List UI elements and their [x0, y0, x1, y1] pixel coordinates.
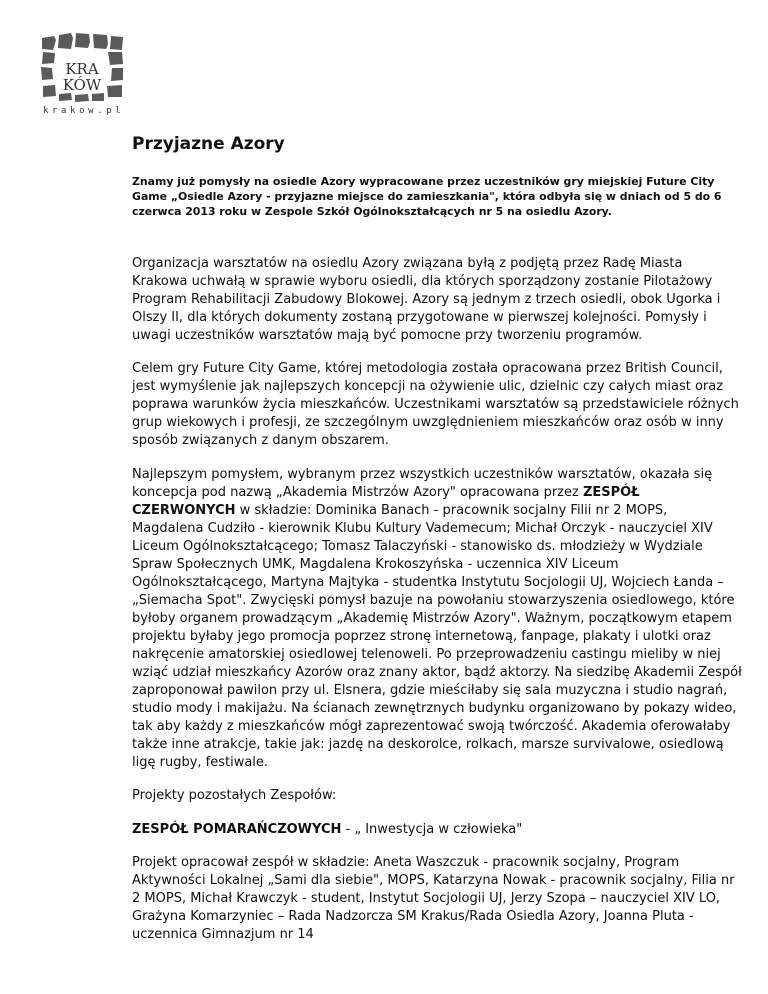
logo-text-line1: KRA — [65, 60, 99, 78]
paragraph-3 — [132, 466, 742, 772]
article-lead: Znamy już pomysły na osiedle Azory wypracowane przez uczestników gry miejskiej Future City Game „Osiedle Azory - przyjazne miejsce do zamieszkania", która odbyła się w dniach od 5 do 6 czerwca 2013 roku w Zespole Szkół Ogólnokształcących nr 5 na osiedlu Azory. — [132, 175, 722, 219]
article-body — [132, 255, 742, 945]
article — [132, 132, 742, 960]
team-orange-project: - „ Inwestycja w człowieka" — [341, 821, 523, 837]
team-red-name: ZESPÓŁ CZERWONYCH — [132, 484, 640, 518]
paragraph-1: Organizacja warsztatów na osiedlu Azory związana byłą z podjętą przez Radę Miasta Krakowa uchwałą w sprawie wyboru osiedli, dla których sporządzony zostanie Pilotażowy Program Rehabilitacji Zabudowy Blokowej. Azory są jednym z trzech osiedli, obok Ugorka i Olszy II, dla których dokumenty zostaną przygotowane w pierwszej kolejności. Pomysły i uwagi uczestników warsztatów mają być pomocne przy tworzeniu programów. — [132, 255, 721, 343]
paragraph-4: Projekty pozostałych Zespołów: — [132, 788, 337, 804]
paragraph-3-intro: Najlepszym pomysłem, wybranym przez wszystkich uczestników warsztatów, okazała się koncepcja pod nazwą „Akademia Mistrzów Azory" opracowana przez — [132, 466, 713, 500]
paragraph-3-rest: w składzie: Dominika Banach - pracownik socjalny Filii nr 2 MOPS, Magdalena Cudziło - kierownik Klubu Kultury Vademecum; Michał Orczyk - nauczyciel XIV Liceum Ogólnokształcącego; Tomasz Talaczyński - stanowisko ds. młodzieży w Wydziale Spraw Społecznych UMK, Magdalena Krokoszyńska - uczennica XIV Liceum Ogólnokształcącego, Martyna Majtyka - studentka Instytutu Socjologii UJ, Wojciech Łanda – „Siemacha Spot". Zwycięski pomysł bazuje na powołaniu stowarzyszenia osiedlowego, które byłoby organem prowadzącym „Akademię Mistrzów Azory". Ważnym, początkowym etapem projektu byłaby jego promocja poprzez stronę internetową, fanpage, plakaty i ulotki oraz nakręcenie amatorskiej osiedlowej telenoweli. Po przeprowadzeniu castingu mieliby w niej wziąć udział mieszkańcy Azorów oraz znany aktor, bądź aktorzy. Na siedzibę Akademii Zespół zaproponował pawilon przy ul. Elsnera, gdzie mieściłaby się sala muzyczna i studio nagrań, studio mody i makijażu. Na ścianach zewnętrznych budynku organizowano by pokazy wideo, tak aby każdy z mieszkańców mógł zaprezentować swoją twórczość. Akademia oferowałaby także inne atrakcje, takie jak: jazdę na deskorolce, rolkach, marsze survivalowe, osiedlową ligę rugby, festiwale. — [132, 502, 742, 770]
paragraph-6: Projekt opracował zespół w składzie: Aneta Waszczuk - pracownik socjalny, Program Aktywności Lokalnej „Sami dla siebie", MOPS, Katarzyna Nowak - pracownik socjalny, Filia nr 2 MOPS, Michał Krawczyk - student, Instytut Socjologii UJ, Jerzy Szopa – nauczyciel XIV LO, Grażyna Komarzyniec – Rada Nadzorcza SM Krakus/Rada Osiedla Azory, Joanna Pluta - uczennica Gimnazjum nr 14 — [132, 855, 735, 943]
page-title: Przyjazne Azory — [132, 134, 285, 154]
logo-url: krakow.pl — [43, 106, 125, 116]
logo-text-line2: KÓW — [62, 76, 102, 94]
paragraph-2: Celem gry Future City Game, której metodologia została opracowana przez British Council, jest wymyślenie jak najlepszych koncepcji na ożywienie ulic, dzielnic czy całych miast oraz poprawa warunków życia mieszkańców. Uczestnikami warsztatów są przedstawiciele różnych grup wiekowych i profesji, ze szczególnym uwzględnieniem mieszkańców oraz osób w inny sposób związanych z danym obszarem. — [132, 361, 739, 449]
team-orange-name: ZESPÓŁ POMARAŃCZOWYCH — [132, 821, 342, 837]
paragraph-5 — [132, 821, 742, 839]
